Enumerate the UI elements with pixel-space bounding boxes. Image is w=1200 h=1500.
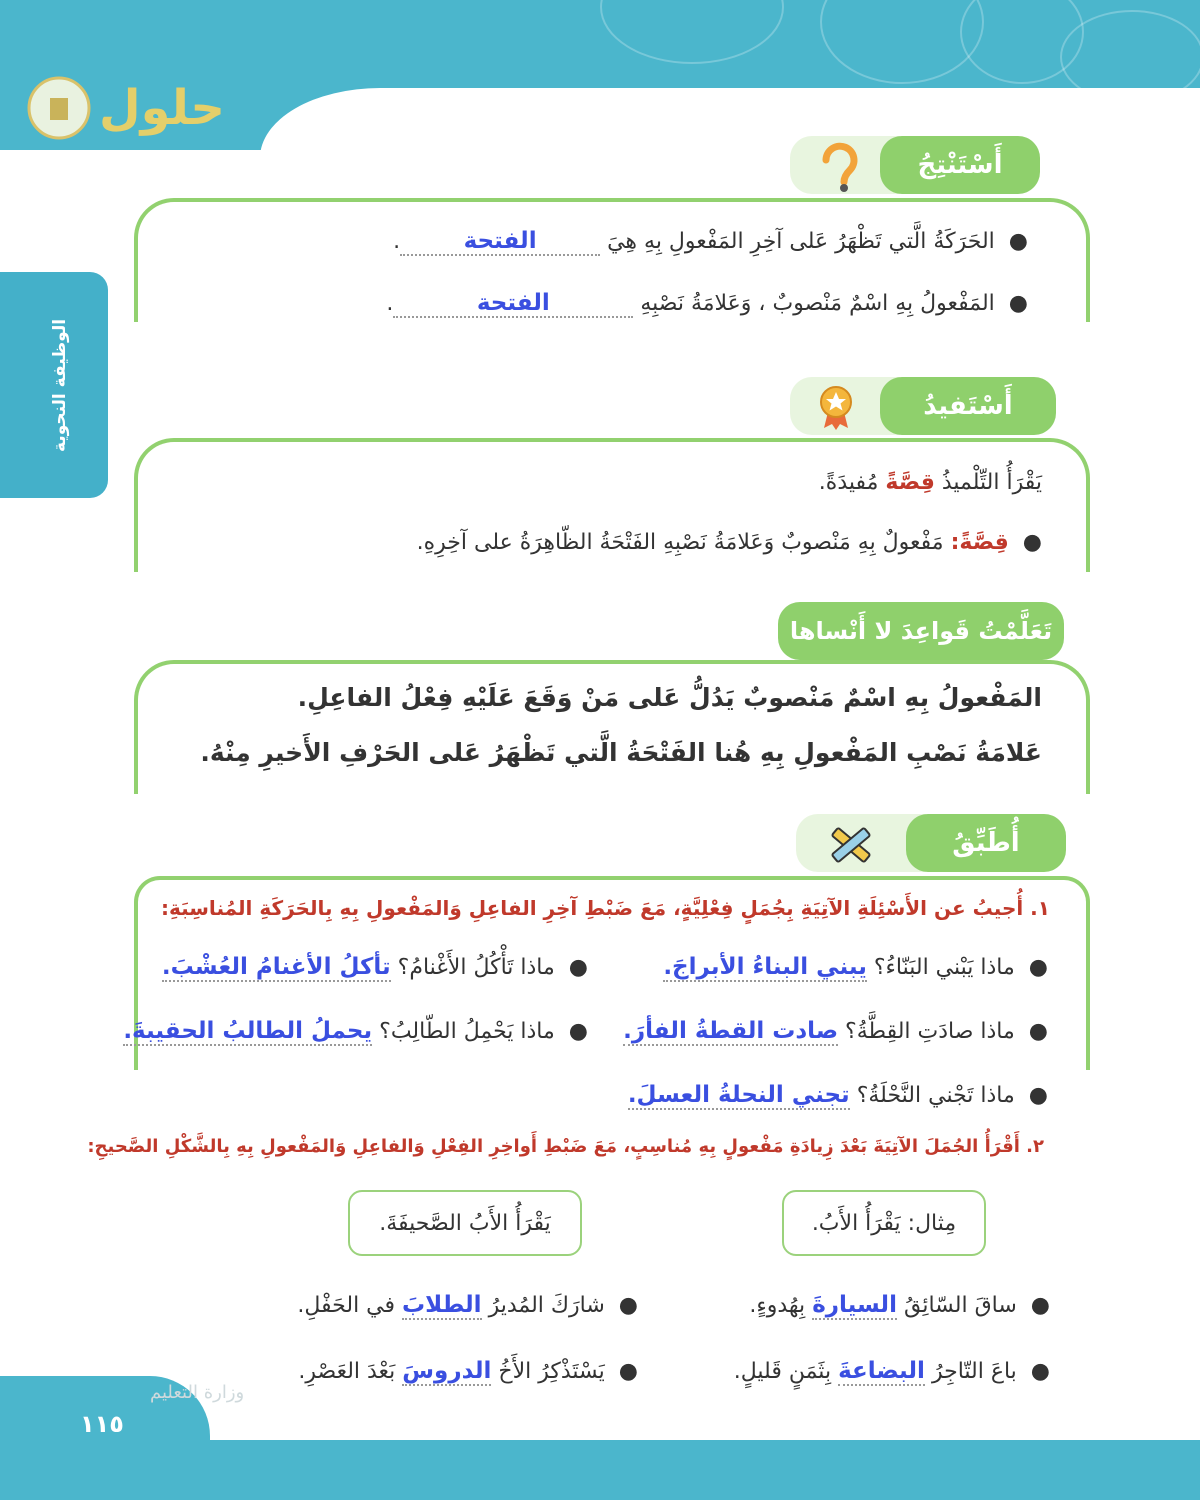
- apply-q2-item-1-after: بِهُدوءٍ.: [749, 1293, 806, 1318]
- apply-q1-item-4: ●ماذا يَحْمِلُ الطّالِبُ؟ يحملُ الطالبُ الحقيبةَ.: [123, 1018, 588, 1044]
- rules-header: [778, 602, 1064, 660]
- medal-icon: [818, 384, 854, 430]
- benefit-bullet-text: مَفْعولٌ بِهِ مَنْصوبٌ وَعَلامَةُ نَصْبِهِ الفَتْحَةُ الظّاهِرَةُ على آخِرِهِ.: [416, 530, 944, 555]
- apply-q1-item-2-question: ماذا تَأْكُلُ الأَغْنامُ؟: [397, 955, 555, 980]
- apply-q2-item-4-answer: الدروسَ: [402, 1358, 492, 1384]
- conclude-item-1-answer: الفتحة: [463, 228, 537, 254]
- page-number: ١١٥: [80, 1410, 124, 1438]
- apply-header: [906, 814, 1066, 872]
- benefit-bullet-word: قِصَّةً:: [950, 530, 1009, 555]
- footer-band: [0, 1440, 1200, 1500]
- apply-title: أُطَبِّقُ: [952, 828, 1020, 858]
- apply-q1-item-5-question: ماذا تَجْني النَّحْلَةُ؟: [856, 1083, 1015, 1108]
- apply-q1-item-3: ●ماذا صادَتِ القِطَّةُ؟ صادت القطةُ الفأرَ.: [623, 1018, 1048, 1044]
- conclude-item-2-end: .: [386, 291, 394, 316]
- example-answer-box: [348, 1190, 582, 1256]
- apply-q1-item-1-answer: يبني البناءُ الأبراجَ.: [663, 954, 867, 980]
- pencil-ruler-icon: [826, 822, 876, 868]
- apply-q2-item-2-after: في الحَفْلِ.: [297, 1293, 396, 1318]
- conclude-header: [880, 136, 1040, 194]
- logo: [24, 60, 234, 150]
- conclude-item-2-answer: الفتحة: [476, 290, 550, 316]
- rules-title: تَعَلَّمْتُ قَواعِدَ لا أَنْساها: [789, 617, 1053, 645]
- apply-q1-item-5: ●ماذا تَجْني النَّحْلَةُ؟ تجني النحلةُ العسلَ.: [627, 1082, 1048, 1108]
- apply-question-1: ١. أُجيبُ عن الأَسْئِلَةِ الآتِيَةِ بِجُمَلٍ فِعْلِيَّةٍ، مَعَ ضَبْطِ آخِرِ الفاعِلِ وَالمَفْعولِ بِهِ بِالحَرَكَةِ المُناسِبَةِ:: [160, 896, 1050, 920]
- example-label: مِثال: يَقْرَأُ الأَبُ.: [811, 1210, 957, 1236]
- apply-q1-item-4-question: ماذا يَحْمِلُ الطّالِبُ؟: [379, 1019, 555, 1044]
- apply-q2-item-2: ●شارَكَ المُديرُ الطلابَ في الحَفْلِ.: [297, 1292, 638, 1318]
- apply-q2-item-1-answer: السيارةَ: [812, 1292, 897, 1318]
- apply-q2-item-4: ●يَسْتَذْكِرُ الأَخُ الدروسَ بَعْدَ العَصْرِ.: [298, 1358, 638, 1384]
- apply-q1-item-1-question: ماذا يَبْني البَنّاءُ؟: [873, 955, 1015, 980]
- apply-q2-item-2-before: شارَكَ المُديرُ: [488, 1293, 605, 1318]
- apply-q2-item-4-after: بَعْدَ العَصْرِ.: [298, 1359, 396, 1384]
- apply-q2-item-3-after: بِثَمَنٍ قَليلٍ.: [733, 1359, 832, 1384]
- apply-q1-item-1: ●ماذا يَبْني البَنّاءُ؟ يبني البناءُ الأبراجَ.: [663, 954, 1048, 980]
- conclude-item-1-text: الحَرَكَةُ الَّتي تَظْهَرُ عَلى آخِرِ المَفْعولِ بِهِ هِيَ: [607, 229, 995, 254]
- benefit-title: أَسْتَفيدُ: [923, 391, 1013, 421]
- conclude-title: أَسْتَنْتِجُ: [917, 150, 1003, 180]
- conclude-item-1: ●الحَرَكَةُ الَّتي تَظْهَرُ عَلى آخِرِ المَفْعولِ بِهِ هِيَ الفتحة.: [393, 228, 1028, 254]
- side-tab-label: الوظيفة النحوية: [50, 318, 70, 452]
- apply-q2-item-3-answer: البضاعةَ: [838, 1358, 925, 1384]
- top-banner-curve: [260, 88, 1200, 208]
- apply-q1-item-3-question: ماذا صادَتِ القِطَّةُ؟: [845, 1019, 1015, 1044]
- benefit-sentence: [819, 470, 1042, 495]
- conclude-item-1-end: .: [393, 229, 401, 254]
- rules-line-2: عَلامَةُ نَصْبِ المَفْعولِ بِهِ هُنا الفَتْحَةُ الَّتي تَظْهَرُ عَلى الحَرْفِ الأَخيرِ مِنْهُ.: [200, 738, 1042, 767]
- apply-q1-item-3-answer: صادت القطةُ الفأرَ.: [623, 1018, 839, 1044]
- conclude-item-2: ●المَفْعولُ بِهِ اسْمٌ مَنْصوبٌ ، وَعَلامَةُ نَصْبِهِ الفتحة.: [386, 290, 1028, 316]
- rules-frame: [134, 660, 1090, 794]
- apply-q1-item-4-answer: يحملُ الطالبُ الحقيبةَ.: [123, 1018, 373, 1044]
- example-answer: يَقْرَأُ الأَبُ الصَّحيفَةَ.: [379, 1210, 551, 1236]
- apply-q2-item-2-answer: الطلابَ: [402, 1292, 482, 1318]
- apply-q1-item-5-answer: تجني النحلةُ العسلَ.: [627, 1082, 850, 1108]
- benefit-bullet: ●قِصَّةً: مَفْعولٌ بِهِ مَنْصوبٌ وَعَلامَةُ نَصْبِهِ الفَتْحَةُ الظّاهِرَةُ على آخِرِهِ.: [416, 530, 1042, 555]
- conclude-item-2-text: المَفْعولُ بِهِ اسْمٌ مَنْصوبٌ ، وَعَلامَةُ نَصْبِهِ: [640, 291, 995, 316]
- apply-q2-item-3-before: باعَ التّاجِرُ: [931, 1359, 1017, 1384]
- svg-text:حلول: حلول: [99, 80, 225, 136]
- apply-q2-item-1: ●ساقَ السّائِقُ السيارةَ بِهُدوءٍ.: [749, 1292, 1050, 1318]
- apply-q2-item-4-before: يَسْتَذْكِرُ الأَخُ: [498, 1359, 605, 1384]
- benefit-sentence-end: مُفيدَةً.: [818, 470, 879, 495]
- apply-q2-item-1-before: ساقَ السّائِقُ: [903, 1293, 1017, 1318]
- apply-question-2: ٢. أَقْرَأُ الجُمَلَ الآتِيَةَ بَعْدَ زِيادَةِ مَفْعولٍ بِهِ مُناسِبٍ، مَعَ ضَبْطِ أَواخِرِ الفِعْلِ وَالفاعِلِ وَالمَفْعولِ بِهِ بِالشَّكْلِ الصَّحيحِ:: [87, 1136, 1044, 1157]
- benefit-sentence-start: يَقْرَأُ التِّلْميذُ: [941, 470, 1042, 495]
- apply-q2-item-3: ●باعَ التّاجِرُ البضاعةَ بِثَمَنٍ قَليلٍ.: [733, 1358, 1050, 1384]
- apply-q1-item-2: ●ماذا تَأْكُلُ الأَغْنامُ؟ تأكلُ الأغنامُ العُشْبَ.: [161, 954, 588, 980]
- example-box: [782, 1190, 986, 1256]
- question-icon: [818, 142, 862, 192]
- benefit-highlight-word: قِصَّةً: [885, 470, 935, 495]
- benefit-header: [880, 377, 1056, 435]
- ministry-watermark: وزارة التعليم: [150, 1382, 245, 1403]
- apply-q1-item-2-answer: تأكلُ الأغنامُ العُشْبَ.: [161, 954, 391, 980]
- rules-line-1: المَفْعولُ بِهِ اسْمٌ مَنْصوبٌ يَدُلُّ عَلى مَنْ وَقَعَ عَلَيْهِ فِعْلُ الفاعِلِ.: [297, 683, 1042, 712]
